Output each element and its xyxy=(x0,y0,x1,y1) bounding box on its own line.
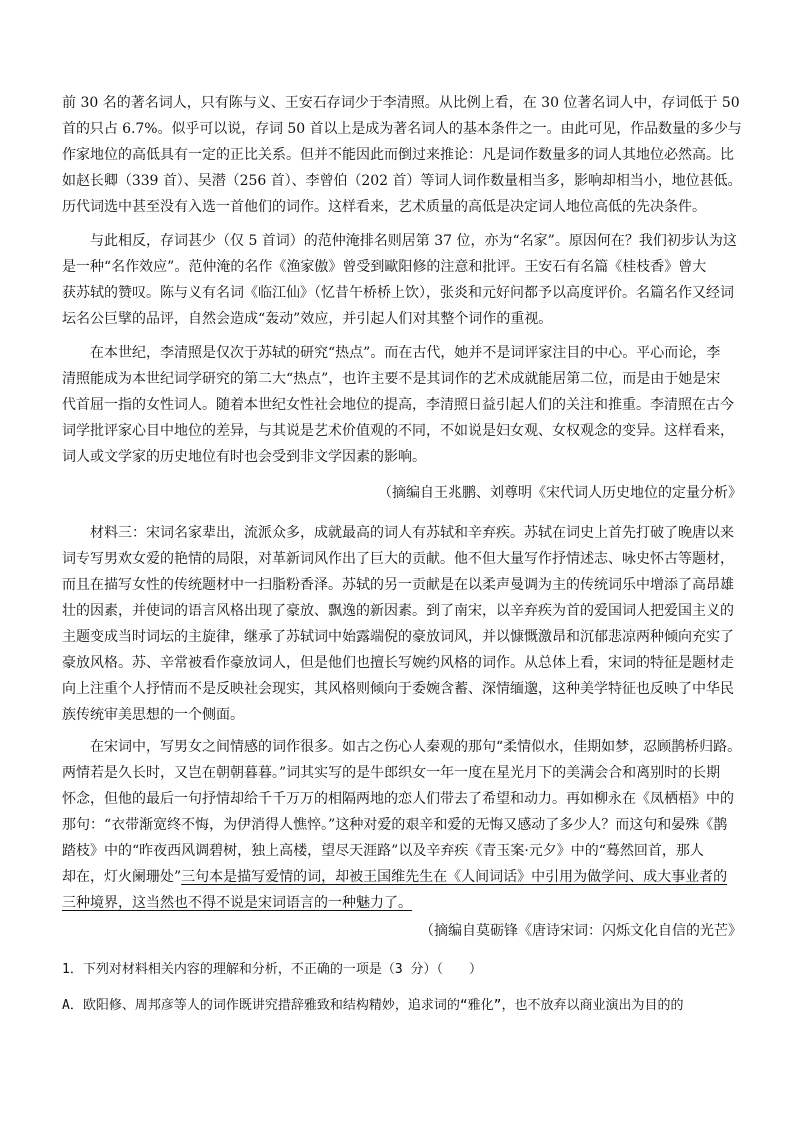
text-line: 词人或文学家的历史地位有时也会受到非文学因素的影响。 xyxy=(62,449,426,465)
source-citation: （摘编自王兆鹏、刘尊明《宋代词人历史地位的定量分析》 xyxy=(378,485,742,501)
text-line: 主题变成当时词坛的主旋律，继承了苏轼词中始露端倪的豪放词风，并以慷慨激昂和沉郁悲凉两种倾向充实了 xyxy=(62,629,734,645)
text-line: 是一种“名作效应”。范仲淹的名作《渔家傲》曾受到歐阳修的注意和批评。王安石有名篇《桂枝香》曾大 xyxy=(62,259,707,275)
text-line: 在本世纪，李清照是仅次于苏轼的研究“热点”。而在古代，她并不是词评家注目的中心。平心而论，李 xyxy=(90,345,721,361)
source-citation: （摘编自莫砺锋《唐诗宋词：闪烁文化自信的光芒》 xyxy=(420,923,742,939)
paragraph-3 xyxy=(62,340,742,470)
text-line: 那句：“衣带渐宽终不悔，为伊消得人憔悴。”这种对爱的艰辛和爱的无悔又感动了多少人？而这句和晏殊《鹊 xyxy=(62,817,728,833)
text-line: 壮的因素，并使词的语言风格出现了豪放、飘逸的新因素。到了南宋，以辛弃疾为首的爱国词人把爱国主义的 xyxy=(62,603,734,619)
text-line: 词专写男欢女爱的艳情的局限，对革新词风作出了巨大的贡献。他不但大量写作抒情述志、咏史怀古等题材， xyxy=(62,551,734,567)
text-line xyxy=(62,864,742,890)
underlined-text-line: 三种境界，这当然也不得不说是宋词语言的一种魅力了。 xyxy=(62,895,412,911)
text-line: 在宋词中，写男女之间情感的词作很多。如古之伤心人秦观的那句“柔情似水，佳期如梦，忍顾鹊桥归路。 xyxy=(90,739,742,755)
text-line: 与此相反，存词甚少（仅 5 首词）的范仲淹排名则居第 37 位，亦为“名家”。原因何在？我们初步认为这 xyxy=(90,233,737,249)
text-line: 前 30 名的著名词人，只有陈与义、王安石存词少于李清照。从比例上看，在 30 位著名词人中，存词低于 50 xyxy=(62,95,740,111)
text-line: 向上注重个人抒情而不是反映社会现实，其风格则倾向于委婉含蓄、深情缅邈，这种美学特征也反映了中华民 xyxy=(62,681,734,697)
text-line: 坛名公巨擘的品评，自然会造成“轰动”效应，并引起人们对其整个词作的重视。 xyxy=(62,311,553,327)
paragraph-1 xyxy=(62,90,742,220)
paragraph-5 xyxy=(62,734,742,916)
text-line: 豪放风格。苏、辛常被看作豪放词人，但是他们也擅长写婉约风格的词作。从总体上看，宋词的特征是题材走 xyxy=(62,655,734,671)
text-line: 族传统审美思想的一个侧面。 xyxy=(62,707,244,723)
text-line: 获苏轼的赞叹。陈与义有名词《临江仙》（忆昔午桥桥上饮），张炎和元好问都予以高度评价。名篇名作又经词 xyxy=(62,285,734,301)
question-stem: 1．下列对材料相关内容的理解和分析，不正确的一项是（3 分）（ ） xyxy=(62,962,482,977)
text-line: 材料三：宋词名家辈出，流派众多，成就最高的词人有苏轼和辛弃疾。苏轼在词史上首先打破了晚唐以来 xyxy=(90,525,734,541)
text-line: 代首屈一指的女性词人。随着本世纪女性社会地位的提高，李清照日益引起人们的关注和推重。李清照在古今 xyxy=(62,397,734,413)
question-option-a: A．欧阳修、周邦彦等人的词作既讲究措辞雅致和结构精妙，追求词的“雅化”，也不放弃以商业演出为目的的 xyxy=(62,998,684,1013)
text-line: 历代词选中甚至没有入选一首他们的词作。这样看来，艺术质量的高低是决定词人地位高低的先决条件。 xyxy=(62,199,706,215)
text-line: 两情若是久长时，又岂在朝朝暮暮。”词其实写的是牛郎织女一年一度在星光月下的美满会合和离别时的长期 xyxy=(62,765,721,781)
underlined-text-segment: 三句本是描写爱情的词，却被王国维先生在《人间词话》中引用为做学问、成大事业者的 xyxy=(181,869,728,885)
text-line: 首的只占 6.7%。似乎可以说，存词 50 首以上是成为著名词人的基本条件之一。由此可见，作品数量的多少与 xyxy=(62,121,742,137)
text-line: 怀念，但他的最后一句抒情却给千千万万的相隔两地的恋人们带去了希望和动力。再如柳永在《凤栖梧》中的 xyxy=(62,791,734,807)
text-line: 而且在描写女性的传统题材中一扫脂粉香泽。苏轼的另一贡献是在以柔声曼调为主的传统词乐中增添了高昂雄 xyxy=(62,577,734,593)
text-line: 踏枝》中的“昨夜西风调碧树，独上高楼，望尽天涯路”以及辛弃疾《青玉案·元夕》中的“蓦然回首，那人 xyxy=(62,843,704,859)
paragraph-2 xyxy=(62,228,742,332)
text-line: 作家地位的高低具有一定的正比关系。但并不能因此而倒过来推论：凡是词作数量多的词人其地位必然高。比 xyxy=(62,147,734,163)
text-line: 词学批评家心目中地位的差异，与其说是艺术价值观的不同，不如说是妇女观、女权观念的变异。这样看来， xyxy=(62,423,734,439)
text-line: 如赵长卿（339 首）、吴潜（256 首）、李曾伯（202 首）等词人词作数量相当多，影响却相当小，地位甚低。 xyxy=(62,173,742,189)
paragraph-4 xyxy=(62,520,742,728)
text-line: 清照能成为本世纪词学研究的第二大“热点”，也许主要不是其词作的艺术成就能居第二位，而是由于她是宋 xyxy=(62,371,721,387)
text-segment: 却在，灯火阑珊处” xyxy=(62,869,182,885)
